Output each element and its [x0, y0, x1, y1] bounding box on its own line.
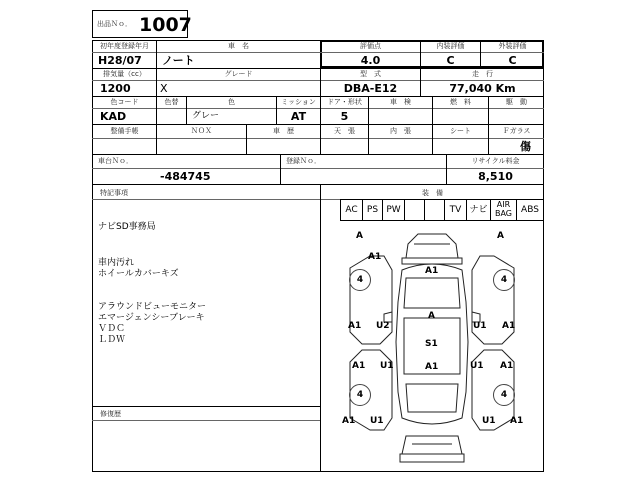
label-roof-lining: 天 張	[334, 127, 355, 135]
mark-hood: A1	[425, 266, 439, 276]
displacement: 1200	[100, 82, 131, 95]
reg-date: H28/07	[98, 54, 142, 67]
tyre-rear-right: 4	[493, 384, 515, 406]
mark-bottom-left-u1: U1	[370, 416, 384, 426]
label-color-change: 色替	[164, 98, 179, 106]
lot-box	[92, 10, 192, 38]
mark-left-rear-a1: A1	[352, 361, 366, 371]
label-history: 車 歴	[273, 127, 294, 135]
color-code: KAD	[100, 110, 127, 123]
exterior-grade: C	[508, 54, 517, 67]
remark-line: ホイールカバーキズ	[98, 269, 179, 279]
label-grade: グレード	[224, 70, 253, 78]
lot-label: 出品Ｎｏ．	[97, 20, 132, 28]
label-mileage: 走 行	[472, 70, 493, 78]
mark-trunk: A1	[425, 362, 439, 372]
equip-airbag: AIR BAG	[494, 200, 513, 218]
label-car-name: 車 名	[228, 42, 249, 50]
mark-roof: A	[428, 311, 435, 321]
mark-left-rear-u1: U1	[380, 361, 394, 371]
mark-bottom-right-a1: A1	[510, 416, 524, 426]
color: グレー	[192, 111, 220, 121]
mileage: 77,040 Km	[449, 82, 516, 95]
label-inspection: 車 検	[390, 98, 411, 106]
mark-top-left: A	[356, 231, 363, 241]
remark-line: ＶＤＣ	[98, 324, 126, 334]
label-nox: ＮＯＸ	[191, 127, 212, 135]
label-color-code: 色コード	[110, 98, 139, 106]
label-chassis: 車台Ｎｏ．	[98, 157, 133, 165]
recycle-fee: 8,510	[478, 170, 513, 183]
tyre-front-right: 4	[493, 269, 515, 291]
label-transmission: ミッション	[281, 98, 316, 106]
interior-grade: C	[446, 54, 455, 67]
mark-front-a1: A1	[368, 252, 382, 262]
mark-bottom-left-a1: A1	[342, 416, 356, 426]
label-interior: 内装評価	[436, 42, 465, 50]
label-seat: シート	[450, 127, 471, 135]
remark-line: ナビSD事務局	[98, 222, 156, 232]
label-model: 型 式	[360, 70, 381, 78]
label-color: 色	[228, 98, 235, 106]
label-recycle: リサイクル料金	[471, 157, 520, 165]
equip-ac: AC	[345, 205, 358, 215]
lot-number: 1007	[139, 14, 192, 36]
label-inner-lining: 内 張	[390, 127, 411, 135]
model-code: DBA-E12	[343, 82, 398, 95]
doors: 5	[340, 110, 349, 123]
label-f-glass: Ｆガラス	[502, 127, 531, 135]
label-drive: 駆 動	[506, 98, 527, 106]
label-doors: ドア・形状	[327, 98, 362, 106]
label-reg-no: 登録Ｎｏ．	[286, 157, 321, 165]
transmission: AT	[290, 110, 307, 123]
tyre-front-left: 4	[349, 269, 371, 291]
equip-ps: PS	[366, 205, 379, 215]
mark-top-right: A	[497, 231, 504, 241]
equipment-label: 装 備	[422, 189, 443, 197]
label-score: 評価点	[360, 42, 381, 50]
mark-right-door: U1	[473, 321, 487, 331]
equip-tv: TV	[449, 205, 462, 215]
repair-label: 修復歴	[100, 410, 121, 418]
remark-line: 車内汚れ	[98, 258, 135, 268]
mark-roof-s1: S1	[425, 339, 438, 349]
tyre-rear-left: 4	[349, 384, 371, 406]
mark-left-door: U2	[376, 321, 390, 331]
mark-bottom-right-u1: U1	[482, 416, 496, 426]
remark-line: エマージェンシーブレーキ	[98, 313, 205, 323]
equip-pw: PW	[386, 205, 401, 215]
mark-right-rear-u1: U1	[470, 361, 484, 371]
grade: X	[160, 82, 168, 95]
equip-abs: ABS	[521, 205, 539, 215]
label-displacement: 排気量（cc）	[103, 70, 146, 78]
label-reg-date: 初年度登録年月	[100, 42, 149, 50]
label-fuel: 燃 料	[450, 98, 471, 106]
mark-left-mid: A1	[348, 321, 362, 331]
mark-right-rear-a1: A1	[500, 361, 514, 371]
chassis-no: -484745	[160, 170, 211, 183]
label-service-book: 整備手帳	[110, 127, 139, 135]
mark-right-mid: A1	[502, 321, 516, 331]
remark-line: ＬＤＷ	[98, 335, 126, 345]
car-name: ノート	[162, 54, 195, 67]
remark-line: アラウンドビューモニター	[98, 302, 207, 312]
score: 4.0	[360, 54, 381, 67]
label-exterior: 外装評価	[498, 42, 527, 50]
f-glass-value: 傷	[520, 140, 531, 153]
equip-navi: ナビ	[469, 205, 488, 215]
remarks-label: 特記事項	[100, 189, 128, 197]
